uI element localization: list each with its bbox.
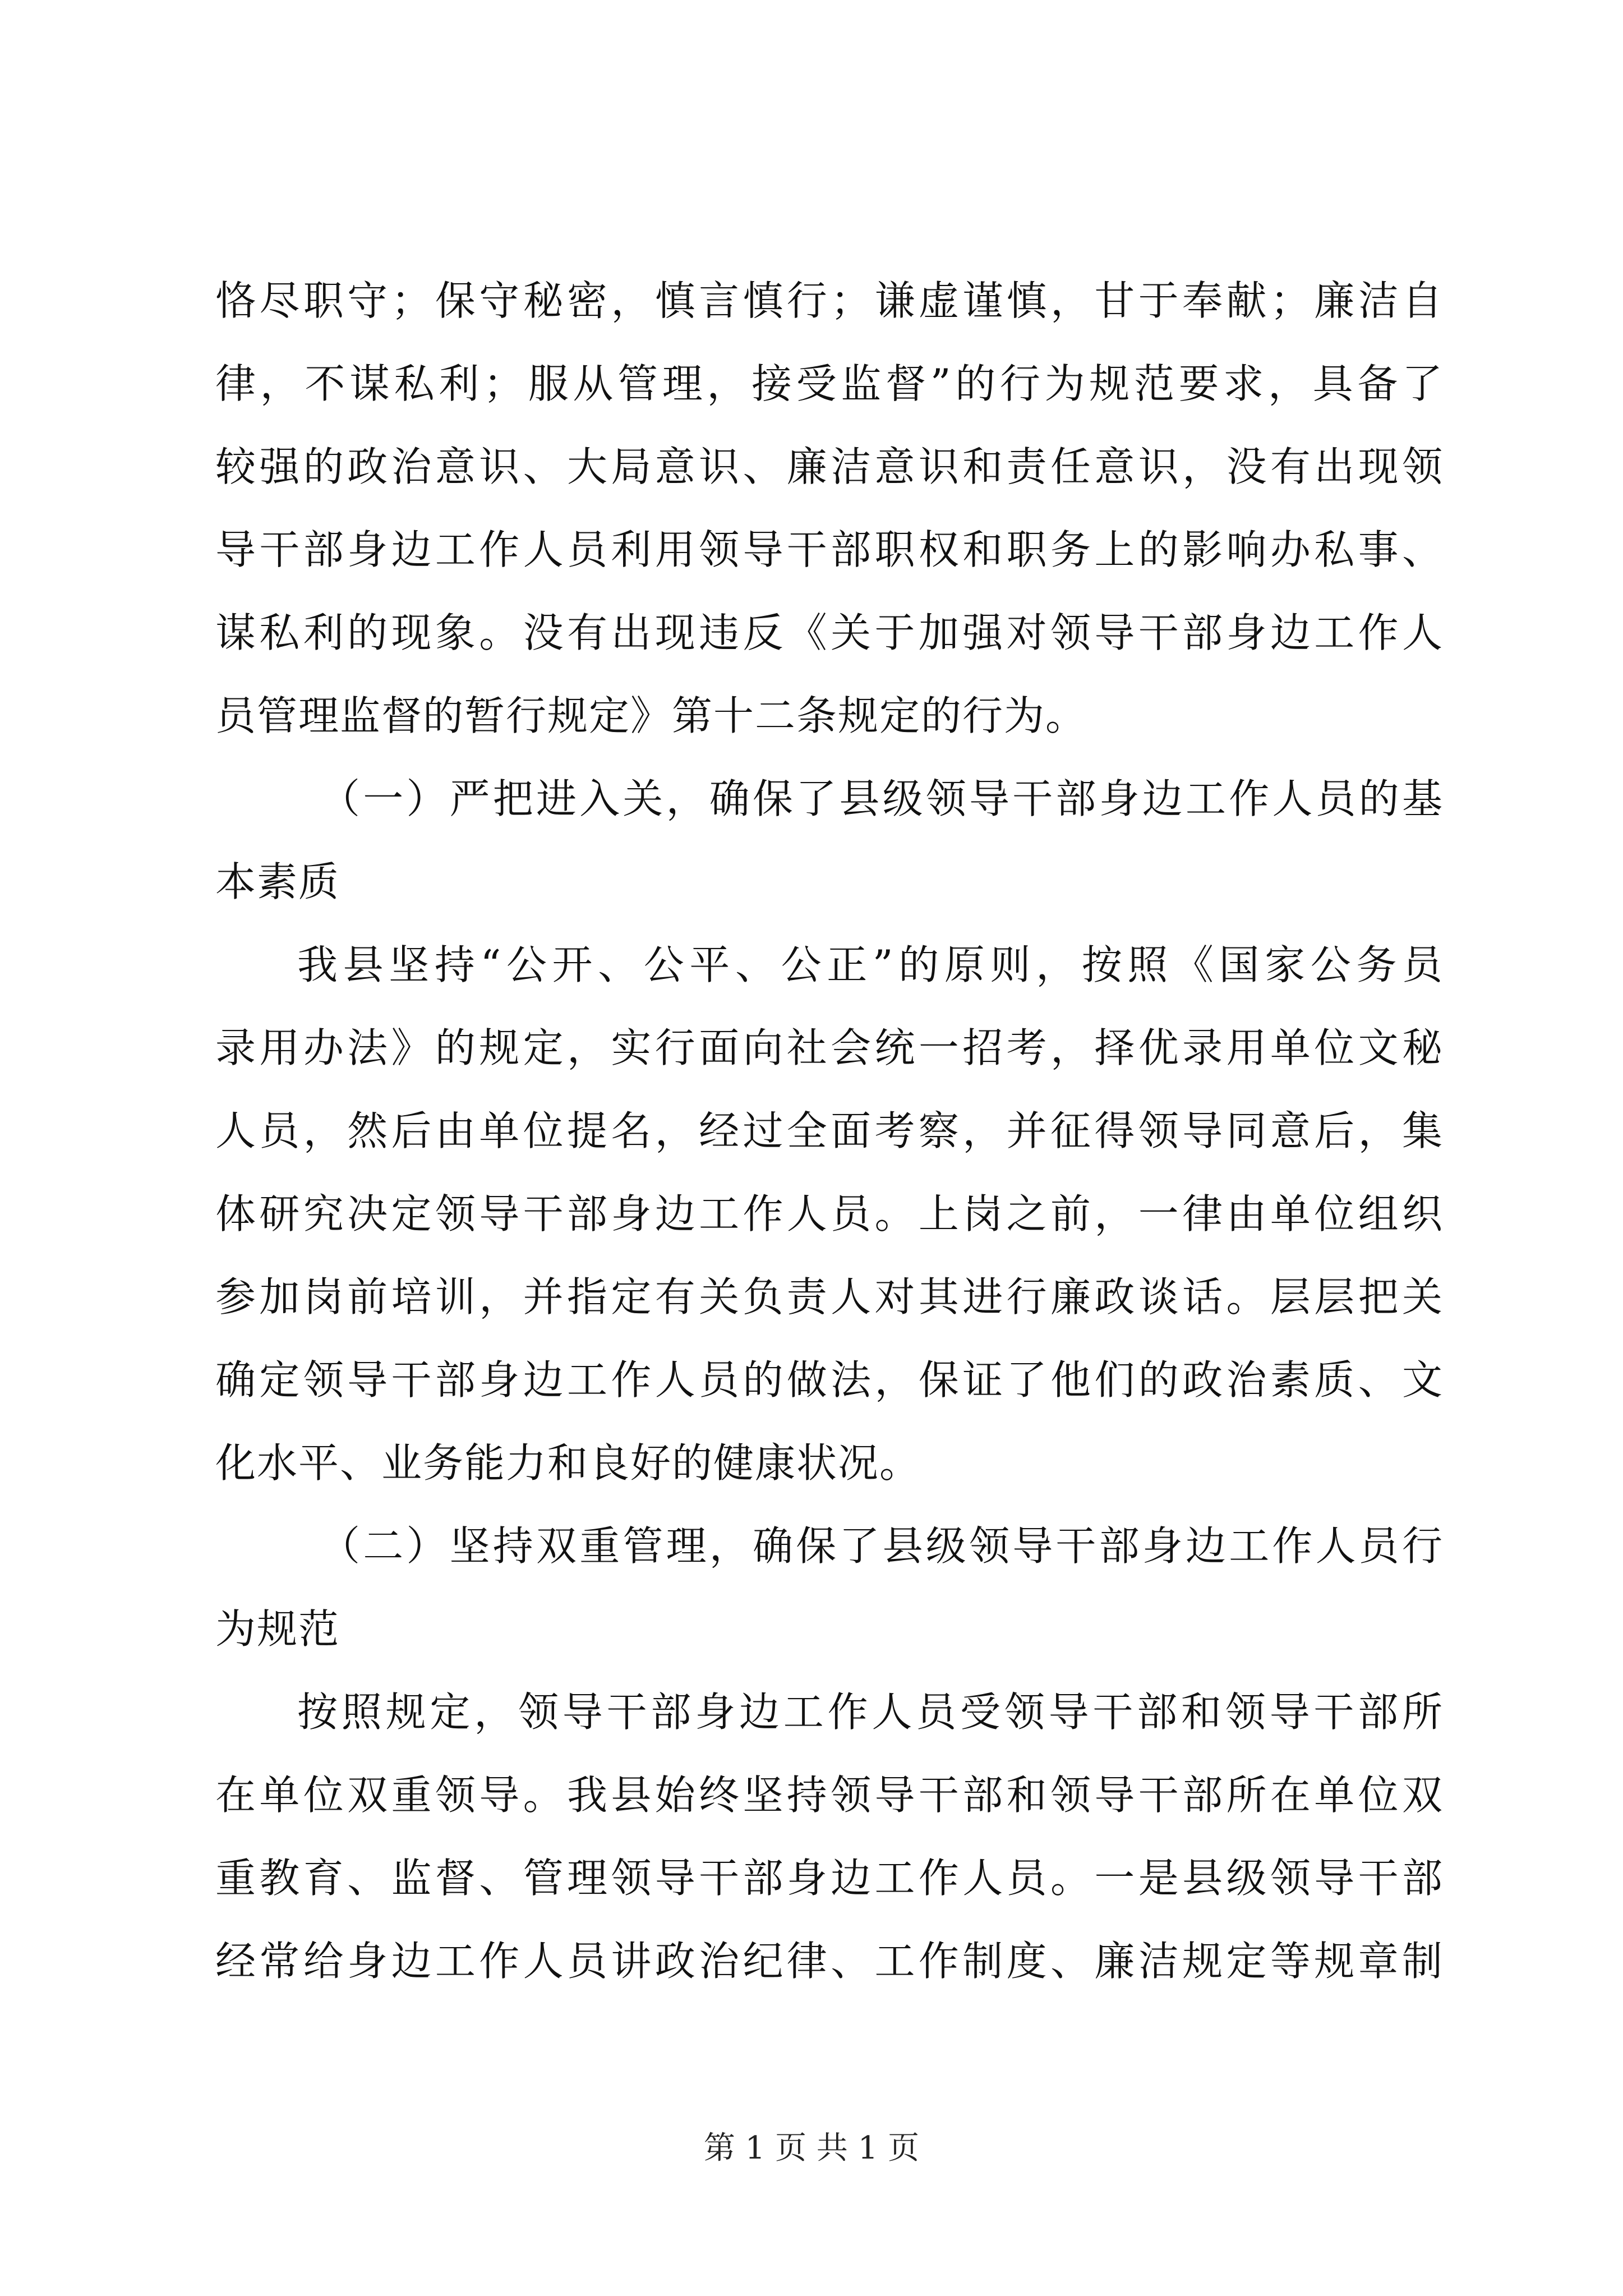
section-heading-line: 为规范 [215,1605,340,1653]
text-line: 经常给身边工作人员讲政治纪律、工作制度、廉洁规定等规章制 [215,1938,1444,1985]
text-line: 参加岗前培训，并指定有关负责人对其进行廉政谈话。层层把关 [215,1273,1444,1320]
text-line: 体研究决定领导干部身边工作人员。上岗之前，一律由单位组织 [215,1190,1444,1237]
text-line: 重教育、监督、管理领导干部身边工作人员。一是县级领导干部 [215,1855,1444,1902]
page-footer [0,2126,1623,2171]
text-line: 我县坚持“公开、公平、公正”的原则，按照《国家公务员 [297,941,1444,988]
text-line: 化水平、业务能力和良好的健康状况。 [215,1439,921,1487]
document-body [215,259,1444,2003]
text-line: 谋私利的现象。没有出现违反《关于加强对领导干部身边工作人 [215,609,1444,656]
text-line: 较强的政治意识、大局意识、廉洁意识和责任意识，没有出现领 [215,443,1444,490]
text-line: 在单位双重领导。我县始终坚持领导干部和领导干部所在单位双 [215,1772,1444,1819]
section-heading-line: （二）坚持双重管理，确保了县级领导干部身边工作人员行 [320,1522,1444,1570]
section-heading-line: （一）严把进入关，确保了县级领导干部身边工作人员的基 [320,775,1444,822]
text-line: 员管理监督的暂行规定》第十二条规定的行为。 [215,692,1087,739]
text-line: 恪尽职守；保守秘密，慎言慎行；谦虚谨慎，甘于奉献；廉洁自 [215,277,1444,324]
text-line: 人员，然后由单位提名，经过全面考察，并征得领导同意后，集 [215,1107,1444,1154]
text-line: 录用办法》的规定，实行面向社会统一招考，择优录用单位文秘 [215,1024,1444,1071]
section-heading-line: 本素质 [215,858,340,905]
text-line: 律，不谋私利；服从管理，接受监督”的行为规范要求，具备了 [215,360,1444,407]
text-line: 导干部身边工作人员利用领导干部职权和职务上的影响办私事、 [215,526,1444,573]
text-line: 按照规定，领导干部身边工作人员受领导干部和领导干部所 [297,1688,1444,1736]
text-line: 确定领导干部身边工作人员的做法，保证了他们的政治素质、文 [215,1356,1444,1404]
page-number: 第 1 页 共 1 页 [703,2130,920,2166]
